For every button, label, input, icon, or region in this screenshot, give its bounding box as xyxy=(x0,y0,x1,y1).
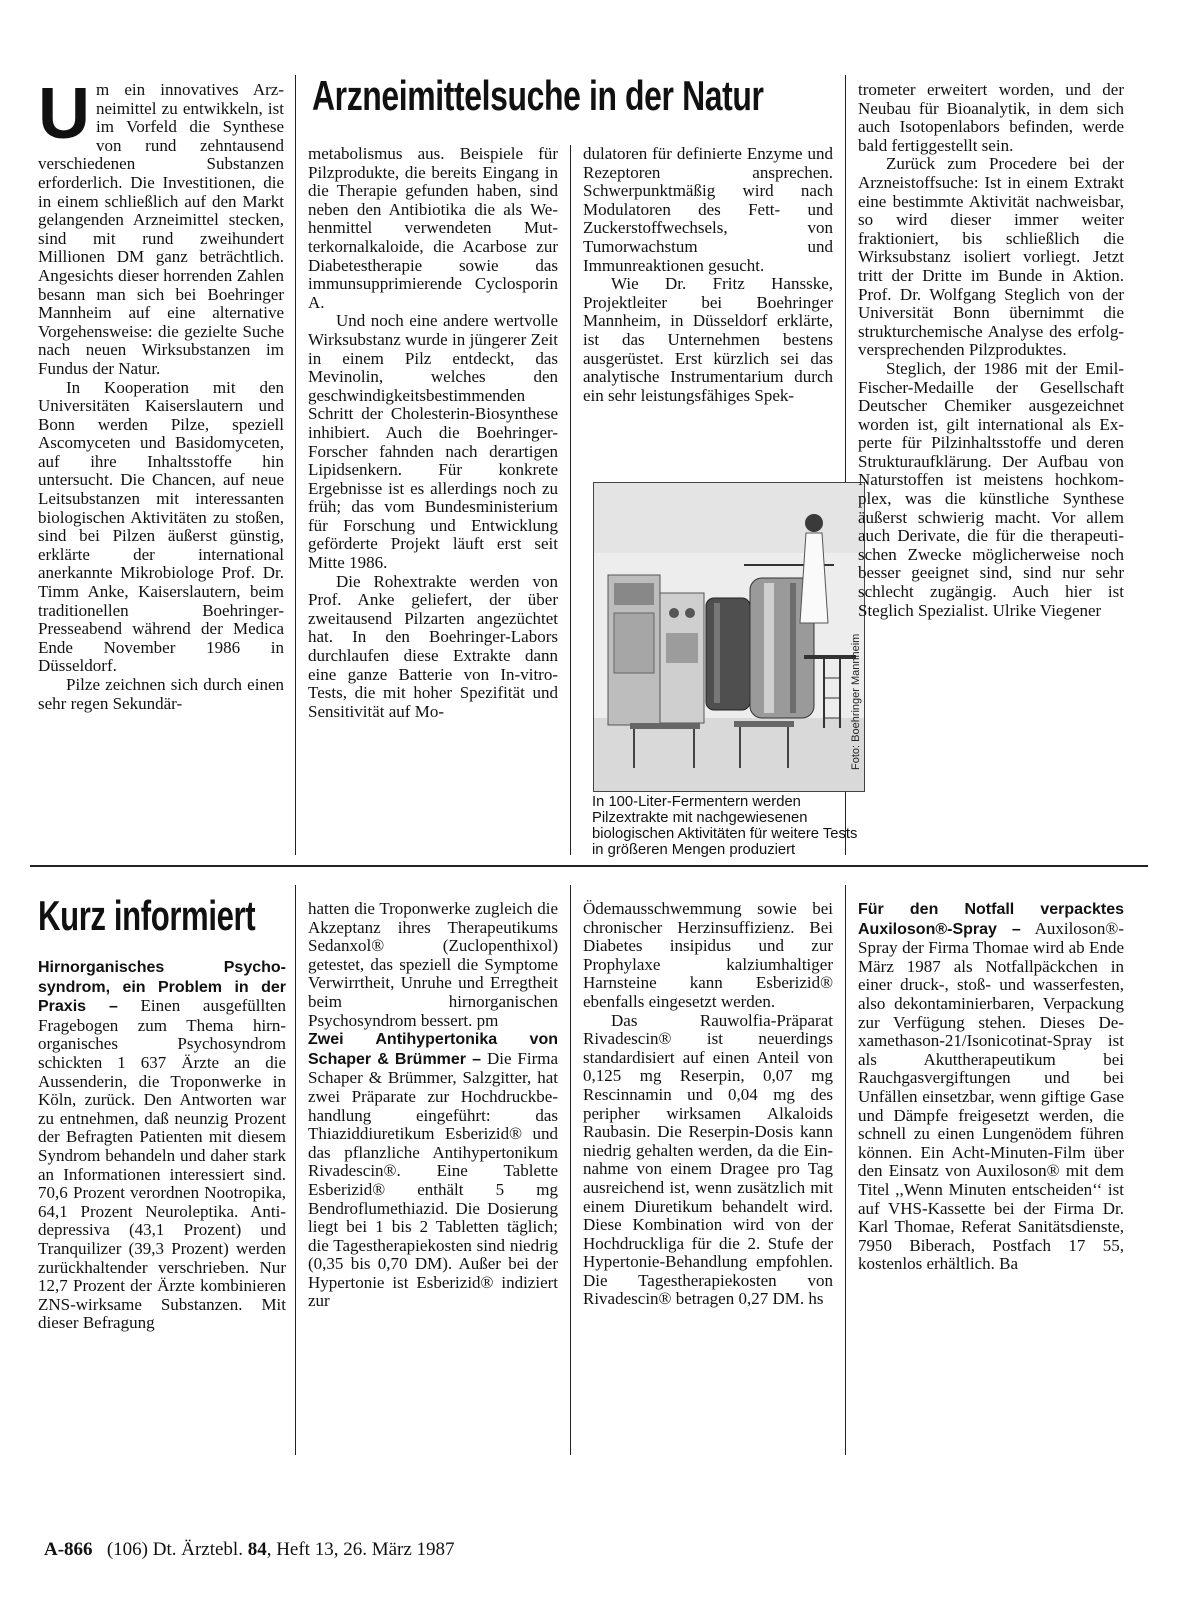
section-headline: Kurz informiert xyxy=(38,892,256,939)
journal-reference: (106) Dt. Ärztebl. xyxy=(106,1539,243,1560)
article-paragraph: trometer erweitert worden, und der Neubau für Bioanalytik, in dem sich auch Isotopenlabors befinden, werde bald fertiggestellt sein. xyxy=(858,80,1124,155)
article-headline: Arzneimittelsuche in der Natur xyxy=(312,72,764,119)
news-item: Für den Notfall verpacktes Auxiloson®-Spray – Auxiloson®-Spray der Firma Thomae wird ab Ende März 1987 als Notfallpäckchen in einer druck-, stoß- und wasserfesten, also dekontaminierbaren, Verpackung zur Verfügung stehen. Dieses Dexamethason-21/Isonicotinat-Spray ist als Akuttherapeutikum bei Rauchgasvergiftungen und bei Unfällen einsetzbar, wenn giftige Gase und Dämpfe freigesetzt werden, die schnell zu einen Lungenödem führen können. Ein Acht-Minuten-Film über den Einsatz von Auxiloson® mit dem Titel ,,Wenn Minuten entscheiden‘‘ ist auf VHS-Kassette bei der Firma Dr. Karl Thomae, Referat Sanitätsdienste, 7950 Biberach, Postfach 17 55, kostenlos erhältlich. Ba xyxy=(858,901,1124,1274)
article-paragraph: Steglich, der 1986 mit der Emil-Fischer-Medaille der Gesellschaft Deutscher Chemiker ausgezeichnet worden ist, gilt international als Experte für Pilzinhaltsstoffe und deren Strukturaufklärung. Der Aufbau von Naturstoffen ist meistens hochkomplex, was die künstliche Synthese äußerst schwierig macht. Vor allem auch Derivate, die für die therapeutischen Zwecke möglicherweise noch besser geeignet sind, sind nur sehr schlecht zugängig. Auch hier ist Steglich Spezialist. Ulrike Viegener xyxy=(858,358,1124,620)
issue-date: , Heft 13, 26. März 1987 xyxy=(266,1539,455,1560)
article-paragraph: dulatoren für definierte Enzyme und Rezeptoren ansprechen. Schwerpunktmäßig wird nach Modulatoren des Fett- und Zuckerstoffwechsels, von Tumorwachstum und Immunreaktionen gesucht. xyxy=(583,144,833,275)
article-paragraph: Die Rohextrakte werden von Prof. Anke geliefert, der über zweitausend Pilzarten angezüchtet hat. In den Boehringer-Labors durchlaufen diese Extrakte dann eine ganze Batterie von In-vitro-Tests, die mit hoher Spezifität und Sensitivität auf Mo- xyxy=(308,571,558,721)
photo-credit: Foto: Boehringer Mannheim xyxy=(850,633,862,770)
news-column-2 xyxy=(308,900,558,1311)
article-column-3 xyxy=(583,145,833,405)
drop-cap: U xyxy=(38,74,90,154)
news-column-1 xyxy=(38,958,286,1333)
article-paragraph: Und noch eine andere wertvolle Wirksubstanz wurde in jüngerer Zeit in einem Pilz entdeckt, das Mevinolin, welches den geschwindigkeitsbestimmenden Schritt der Cholesterin-Biosynthese inhibiert. Auch die Boehringer-Forscher fahnden nach derartigen Lipidsenkern. Für konkrete Ergebnisse ist es allerdings noch zu früh; das vom Bundesministerium für Forschung und Entwicklung geförderte Projekt läuft erst seit Mitte 1986. xyxy=(308,311,558,573)
news-item: Das Rauwolfia-Präparat Rivadescin® ist neuerdings standardisiert auf einen Anteil von 0,125 mg Reserpin, 0,07 mg Rescinnamin und 0,04 mg des peripher wirksamen Alkaloids Raubasin. Die Reserpin-Dosis kann niedrig gehalten werden, da die Einnahme von einem Dragee pro Tag ausreichend ist, wenn zusätzlich mit einem Diuretikum behandelt wird. Diese Kombination wird von der Hochdruckliga für die 2. Stufe der Hypertonie-Behandlung empfohlen. Die Tagestherapiekosten von Rivadescin® betragen 0,27 DM. hs xyxy=(583,1010,833,1309)
news-item: hatten die Troponwerke zugleich die Akzeptanz ihres Therapeutikums Sedanxol® (Zuclopenthixol) getestet, das speziell die Symptome Verwirrtheit, Unruhe und Erregtheit beim hirnorganischen Psychosyndrom bessert. pm xyxy=(308,899,558,1030)
news-item-lead: Für den Notfall verpacktes Auxiloson®-Spray – xyxy=(858,901,1124,938)
article-paragraph: In Kooperation mit den Universitäten Kaiserslautern und Bonn werden Pilze, speziell Ascomyceten und Basidomyceten, auf ihre Inhaltsstoffe hin untersucht. Die Chancen, auf neue Leitsubstanzen mit interessanten biologischen Aktivitäten zu stoßen, sind bei Pilzen äußerst günstig, erklärte der international anerkannte Mikrobiologe Prof. Dr. Timm Anke, Kaiserslautern, beim traditionellen Boehringer-Presseabend während der Medica Ende November 1986 in Düsseldorf. xyxy=(38,377,284,676)
article-paragraph: metabolismus aus. Beispiele für Pilzprodukte, die bereits Eingang in die Therapie gefunden haben, sind neben den Antibiotika die als Wehenmittel verwendeten Mutterkornalkaloide, die Acarbose zur Diabetestherapie sowie das immunsupprimierende Cyclosporin A. xyxy=(308,144,558,312)
article-column-4 xyxy=(858,81,1124,620)
article-paragraph: Wie Dr. Fritz Hansske, Projektleiter bei Boehringer Mannheim, in Düsseldorf erklärte, ist das Unternehmen bestens ausgerüstet. Erst kürzlich sei das analytische Instrumentarium durch ein sehr leistungsfähiges Spek- xyxy=(583,274,833,405)
fermenter-photo xyxy=(593,482,865,792)
news-item: Zwei Antihypertonika von Schaper & Brümmer – Die Firma Schaper & Brümmer, Salzgitter, hat zwei Präparate zur Hochdruckbehandlung eingeführt: das Thiaziddiuretikum Esberizid® und das pflanzliche Antihypertonikum Rivadescin®. Eine Tablette Esberizid® enthält 5 mg Bendroflumethiazid. Die Dosierung liegt bei 1 bis 2 Tabletten täglich; die Tagestherapiekosten sind niedrig (0,35 bis 0,70 DM). Außer bei der Hypertonie ist Esberizid® indiziert zur xyxy=(308,1031,558,1311)
article-column-1 xyxy=(38,74,284,713)
news-item: Hirnorganisches Psychosyndrom, ein Problem in der Praxis – Einen ausgefüllten Fragebogen zum Thema hirnorganisches Psychosyndrom schickten 1 637 Ärzte an die Aussenderin, die Troponwerke in Köln, zurück. Den Antworten war zu entnehmen, daß neunzig Prozent der Befragten Patienten mit diesem Syndrom behandeln und daher stark an Informationen interessiert sind. 70,6 Prozent verordnen Nootropika, 64,1 Prozent Neuroleptika. Antidepressiva (43,1 Prozent) und Tranquilizer (39,3 Prozent) werden zurückhaltender verschrieben. Nur 12,7 Prozent der Ärzte kombinieren ZNS-wirksame Substanzen. Mit dieser Befragung xyxy=(38,959,286,1333)
column-rule xyxy=(570,145,571,855)
article-paragraph: Pilze zeichnen sich durch einen sehr regen Sekundär- xyxy=(38,675,284,713)
news-column-3 xyxy=(583,900,833,1309)
news-column-4 xyxy=(858,900,1124,1274)
column-rule xyxy=(845,885,846,1455)
fermenter-illustration xyxy=(594,483,864,791)
article-column-2 xyxy=(308,145,558,721)
news-item: Ödemausschwemmung sowie bei chronischer Herzinsuffizienz. Bei Diabetes insipidus und zur Prophylaxe kalziumhaltiger Harnsteine kann Esberizid® ebenfalls eingesetzt werden. xyxy=(583,899,833,1011)
volume-number: 84 xyxy=(247,1539,267,1560)
section-divider xyxy=(30,865,1148,867)
news-item-lead: Hirnorganisches Psychosyndrom, ein Problem in der Praxis – xyxy=(38,959,286,1016)
column-rule xyxy=(295,75,296,855)
photo-caption: In 100-Liter-Fermentern werden Pilzextrakte mit nachgewiesenen biologischen Aktivitäten für weitere Tests in größeren Mengen produziert xyxy=(592,794,858,858)
column-rule xyxy=(295,885,296,1455)
page-footer xyxy=(44,1539,455,1561)
column-rule xyxy=(570,885,571,1455)
article-paragraph: Zurück zum Procedere bei der Arzneistoffsuche: Ist in einem Extrakt eine bestimmte Aktivität nachweisbar, so wird dieser immer weiter fraktioniert, bis schließlich die Wirksubstanz isoliert vorliegt. Jetzt tritt der Dritte im Bunde in Aktion. Prof. Dr. Wolfgang Steglich von der Universität Bonn übernimmt die strukturchemische Analyse des erfolgversprechenden Pilzproduktes. xyxy=(858,154,1124,360)
page-number: A-866 xyxy=(44,1539,93,1560)
news-item-lead: Zwei Antihypertonika von Schaper & Brümmer – xyxy=(308,1031,558,1068)
article-paragraph: Um ein innovatives Arzneimittel zu entwikkeln, ist im Vorfeld die Synthese von rund zehntausend verschiedenen Substanzen erforderlich. Die Investitionen, die in einem schließlich auf den Markt gelangenden Arzneimittel stecken, sind mit rund zweihundert Millionen DM ganz beträchtlich. Angesichts dieser horrenden Zahlen besann man sich bei Boehringer Mannheim auf eine alternative Vorgehensweise: die gezielte Suche nach neuen Wirksubstanzen im Fundus der Natur. xyxy=(38,74,284,378)
